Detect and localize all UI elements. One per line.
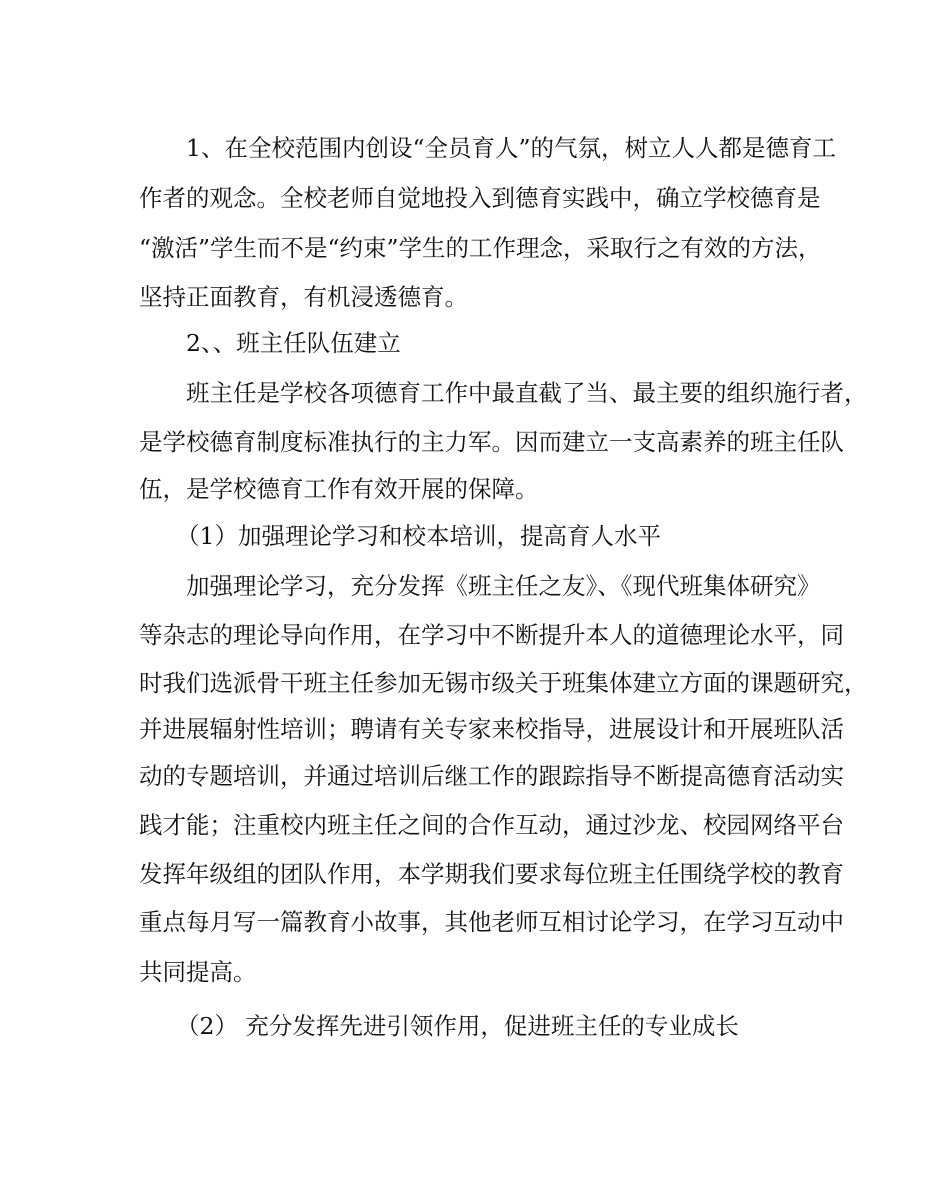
text-line: 是学校德育制度标准执行的主力军。因而建立一支高素养的班主任队 — [139, 428, 844, 456]
text-line: 1、在全校范围内创设“全员育人”的气氛，树立人人都是德育工 — [186, 134, 836, 162]
subsection-heading: （1）加强理论学习和校本培训，提高育人水平 — [176, 522, 661, 550]
text-line: 等杂志的理论导向作用，在学习中不断提升本人的道德理论水平，同 — [139, 621, 844, 649]
text-line: 动的专题培训，并通过培训后继工作的跟踪指导不断提高德育活动实 — [139, 762, 844, 790]
text-line: 作者的观念。全校老师自觉地投入到德育实践中，确立学校德育是 — [139, 184, 821, 212]
text-line: 加强理论学习，充分发挥《班主任之友》、《现代班集体研究》 — [186, 572, 821, 600]
text-line: 并进展辐射性培训；聘请有关专家来校指导，进展设计和开展班队活 — [139, 715, 844, 743]
text-line: 坚持正面教育，有机浸透德育。 — [139, 283, 468, 311]
text-line: 践才能；注重校内班主任之间的合作互动，通过沙龙、校园网络平台 — [139, 811, 844, 839]
text-line: 发挥年级组的团队作用，本学期我们要求每位班主任围绕学校的教育 — [139, 860, 844, 888]
text-line: 时我们选派骨干班主任参加无锡市级关于班集体建立方面的课题研究， — [139, 669, 868, 697]
text-line: 伍，是学校德育工作有效开展的保障。 — [139, 475, 539, 503]
text-line: “激活”学生而不是“约束”学生的工作理念，采取行之有效的方法， — [139, 234, 822, 262]
subsection-heading: （2） 充分发挥先进引领作用，促进班主任的专业成长 — [176, 1012, 739, 1040]
text-line: 共同提高。 — [139, 958, 257, 986]
text-line: 重点每月写一篇教育小故事，其他老师互相讨论学习，在学习互动中 — [139, 908, 844, 936]
text-line: 班主任是学校各项德育工作中最直截了当、最主要的组织施行者， — [186, 379, 868, 407]
section-heading: 2、、班主任队伍建立 — [186, 329, 401, 357]
